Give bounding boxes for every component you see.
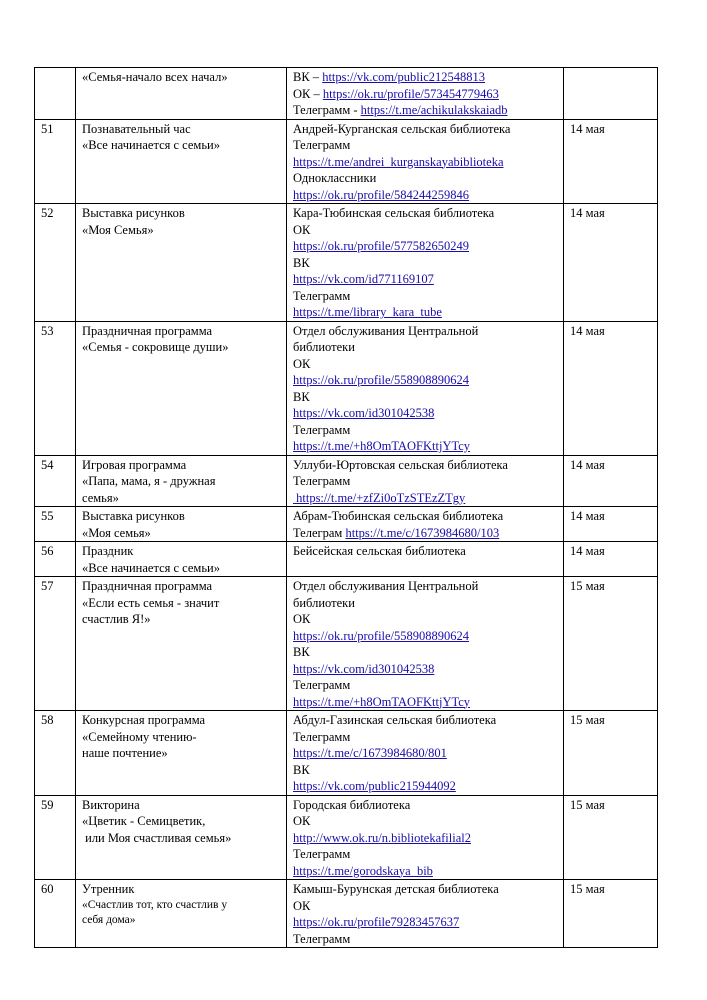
date-cell: 14 мая — [564, 542, 658, 577]
telegram-link[interactable]: https://t.me/andrei_kurganskayabiblioteka — [293, 154, 504, 169]
vk-link[interactable]: https://vk.com/id301042538 — [293, 661, 435, 676]
event-line: Выставка рисунков — [82, 509, 185, 523]
venue-label: ОК — [293, 814, 311, 828]
row-number: 54 — [35, 455, 76, 507]
ok-link[interactable]: https://ok.ru/profile/584244259846 — [293, 187, 470, 202]
row-number: 57 — [35, 577, 76, 711]
table-row — [35, 542, 658, 577]
table-row — [35, 204, 658, 322]
event-line: «Счастлив тот, кто счастлив у — [82, 898, 228, 911]
library-name: Андрей-Курганская сельская библиотека — [293, 121, 511, 136]
library-name: Камыш-Бурунская детская библиотека — [293, 882, 499, 896]
telegram-link[interactable]: https://t.me/+h8OmTAOFKttjYTcy — [293, 439, 471, 453]
event-line: «Цветик - Семицветик, — [82, 814, 206, 828]
event-cell — [76, 119, 287, 204]
library-name: Кара-Тюбинская сельская библиотека — [293, 206, 495, 220]
venue-label: ВК – — [293, 70, 323, 84]
table-row — [35, 711, 658, 796]
event-cell — [76, 204, 287, 322]
library-name: Городская библиотека — [293, 797, 411, 812]
venue-label: Телеграмм — [293, 474, 351, 488]
events-table — [34, 67, 658, 948]
venue-label: Одноклассники — [293, 171, 377, 185]
ok-link[interactable]: https://ok.ru/profile/577582650249 — [293, 239, 470, 253]
event-cell — [76, 68, 287, 120]
event-cell — [76, 455, 287, 507]
date-cell: 15 мая — [564, 880, 658, 948]
event-line: Конкурсная программа — [82, 713, 206, 727]
venue-label: ОК — [293, 612, 311, 626]
date-cell: 14 мая — [564, 507, 658, 542]
date-cell: 15 мая — [564, 577, 658, 711]
row-number: 51 — [35, 119, 76, 204]
vk-link[interactable]: https://vk.com/id771169107 — [293, 272, 434, 286]
row-number: 55 — [35, 507, 76, 542]
library-name: Отдел обслуживания Центральной — [293, 323, 479, 338]
table-row — [35, 455, 658, 507]
date-cell: 15 мая — [564, 711, 658, 796]
venue-label: ОК – — [293, 86, 323, 101]
ok-link[interactable]: https://ok.ru/profile79283457637 — [293, 915, 460, 929]
event-line: Познавательный час — [82, 121, 191, 136]
venue-cell — [287, 119, 564, 204]
event-line: «Все начинается с семьи» — [82, 138, 220, 152]
venue-cell — [287, 321, 564, 455]
venue-cell — [287, 880, 564, 948]
event-cell — [76, 711, 287, 796]
event-cell — [76, 880, 287, 948]
venue-label: Телеграмм — [293, 288, 351, 303]
venue-label: Телеграм — [293, 525, 346, 540]
venue-label: Телеграмм — [293, 678, 351, 692]
library-name: библиотеки — [293, 595, 355, 610]
event-line: себя дома» — [82, 913, 136, 926]
table-row — [35, 880, 658, 948]
event-line: «Все начинается с семьи» — [82, 560, 220, 575]
event-line: «Моя Семья» — [82, 222, 154, 237]
library-name: Бейсейская сельская библиотека — [293, 544, 466, 558]
event-cell — [76, 577, 287, 711]
row-number: 53 — [35, 321, 76, 455]
date-cell: 14 мая — [564, 321, 658, 455]
ok-link[interactable]: https://ok.ru/profile/558908890624 — [293, 628, 470, 643]
event-line: Праздничная программа — [82, 579, 213, 593]
venue-label: Телеграмм — [293, 422, 351, 437]
event-line: наше почтение» — [82, 746, 168, 760]
date-cell: 15 мая — [564, 795, 658, 880]
event-line: «Семья - сокровище души» — [82, 340, 229, 354]
table-row — [35, 795, 658, 880]
event-line: Утренник — [82, 882, 135, 896]
telegram-link[interactable]: https://t.me/c/1673984680/103 — [345, 525, 500, 540]
event-line: «Папа, мама, я - дружная — [82, 474, 216, 488]
telegram-link[interactable]: https://t.me/c/1673984680/801 — [293, 746, 447, 760]
venue-cell — [287, 455, 564, 507]
row-number: 52 — [35, 204, 76, 322]
event-line: Праздник — [82, 544, 134, 558]
event-line: Выставка рисунков — [82, 206, 185, 220]
event-line: «Моя семья» — [82, 525, 151, 540]
event-line: счастлив Я!» — [82, 612, 151, 626]
venue-label: ВК — [293, 389, 310, 404]
telegram-link[interactable]: https://t.me/gorodskaya_bib — [293, 863, 433, 878]
event-cell — [76, 542, 287, 577]
venue-label: Телеграмм — [293, 931, 351, 946]
venue-label: ВК — [293, 645, 310, 659]
date-cell: 14 мая — [564, 455, 658, 507]
vk-link[interactable]: https://vk.com/public212548813 — [322, 70, 486, 84]
venue-cell — [287, 795, 564, 880]
event-cell — [76, 795, 287, 880]
venue-cell — [287, 507, 564, 542]
venue-label: Телеграмм — [293, 847, 351, 861]
event-line: «Семейному чтению- — [82, 729, 197, 744]
event-line: Праздничная программа — [82, 323, 213, 338]
row-number: 56 — [35, 542, 76, 577]
library-name: Абдул-Газинская сельская библиотека — [293, 713, 497, 727]
date-cell — [564, 68, 658, 120]
library-name: Абрам-Тюбинская сельская библиотека — [293, 509, 504, 523]
library-name: Уллуби-Юртовская сельская библиотека — [293, 457, 508, 472]
venue-label: ОК — [293, 898, 311, 913]
date-cell: 14 мая — [564, 119, 658, 204]
venue-cell — [287, 542, 564, 577]
event-line: семья» — [82, 490, 119, 505]
venue-label: Телеграмм - — [293, 103, 361, 117]
table-row — [35, 119, 658, 204]
venue-label: ОК — [293, 222, 311, 237]
vk-link[interactable]: https://vk.com/public215944092 — [293, 779, 456, 793]
venue-label: ВК — [293, 255, 310, 270]
event-cell — [76, 321, 287, 455]
library-name: библиотеки — [293, 340, 355, 354]
table-row — [35, 68, 658, 120]
table-row — [35, 507, 658, 542]
venue-label: Телеграмм — [293, 729, 351, 744]
venue-cell — [287, 577, 564, 711]
venue-cell — [287, 204, 564, 322]
telegram-link[interactable]: https://t.me/achikulakskaiadb — [360, 103, 508, 117]
event-cell — [76, 507, 287, 542]
table-row — [35, 321, 658, 455]
telegram-link[interactable]: https://t.me/library_kara_tube — [293, 305, 442, 319]
venue-cell — [287, 68, 564, 120]
ok-link[interactable]: https://ok.ru/profile/573454779463 — [322, 86, 499, 101]
vk-link[interactable]: https://vk.com/id301042538 — [293, 406, 435, 420]
date-cell: 14 мая — [564, 204, 658, 322]
row-number: 59 — [35, 795, 76, 880]
telegram-link[interactable]: https://t.me/+zfZi0oTzSTEzZTgy — [293, 490, 466, 505]
event-line: «Если есть семья - значит — [82, 595, 220, 610]
ok-link[interactable]: https://ok.ru/profile/558908890624 — [293, 373, 470, 387]
venue-label: ВК — [293, 762, 310, 777]
event-line: или Моя счастливая семья» — [82, 830, 232, 845]
row-number: 58 — [35, 711, 76, 796]
event-line: «Семья-начало всех начал» — [82, 70, 228, 84]
row-number — [35, 68, 76, 120]
venue-label: ОК — [293, 356, 311, 371]
venue-cell — [287, 711, 564, 796]
row-number: 60 — [35, 880, 76, 948]
event-line: Викторина — [82, 797, 140, 812]
telegram-link[interactable]: https://t.me/+h8OmTAOFKttjYTcy — [293, 694, 471, 709]
venue-label: Телеграмм — [293, 138, 351, 152]
event-line: Игровая программа — [82, 457, 187, 472]
library-name: Отдел обслуживания Центральной — [293, 579, 479, 593]
table-row — [35, 577, 658, 711]
ok-link[interactable]: http://www.ok.ru/n.bibliotekafilial2 — [293, 830, 471, 845]
